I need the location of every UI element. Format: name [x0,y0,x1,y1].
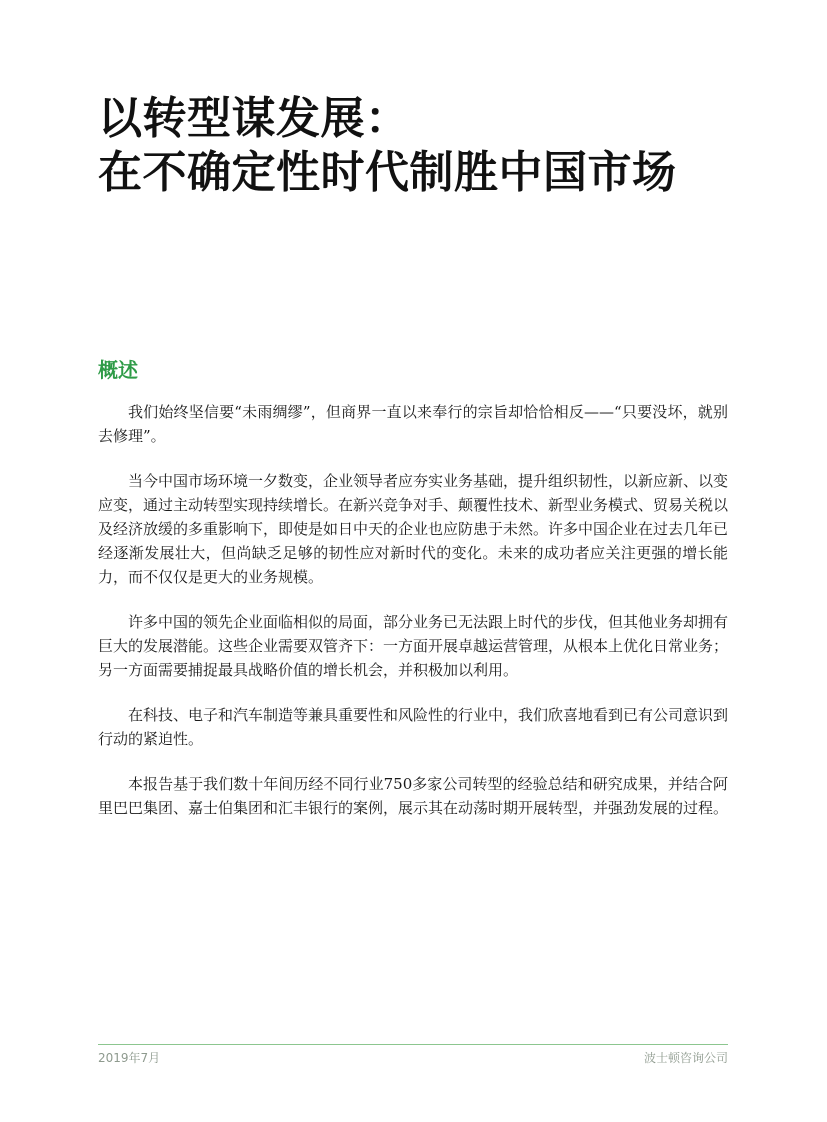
page-title-line-1: 以转型谋发展： [98,93,410,144]
overview-body [98,400,728,841]
page-title [98,92,778,200]
section-heading-overview: 概述 [98,358,138,382]
footer-publisher: 波士顿咨询公司 [643,1051,728,1065]
paragraph-3: 许多中国的领先企业面临相似的局面，部分业务已无法跟上时代的步伐，但其他业务却拥有巨大的发展潜能。这些企业需要双管齐下：一方面开展卓越运营管理，从根本上优化日常业务；另一方面需要捕捉最具战略价值的增长机会，并积极加以利用。 [98,613,729,679]
paragraph-2: 当今中国市场环境一夕数变，企业领导者应夯实业务基础，提升组织韧性，以新应新、以变应变，通过主动转型实现持续增长。在新兴竞争对手、颠覆性技术、新型业务模式、贸易关税以及经济放缓的多重影响下，即使是如日中天的企业也应防患于未然。许多中国企业在过去几年已经逐渐发展壮大，但尚缺乏足够的韧性应对新时代的变化。未来的成功者应关注更强的增长能力，而不仅仅是更大的业务规模。 [98,472,729,586]
paragraph-5: 本报告基于我们数十年间历经不同行业750多家公司转型的经验总结和研究成果，并结合阿里巴巴集团、嘉士伯集团和汇丰银行的案例，展示其在动荡时期开展转型，并强劲发展的过程。 [98,775,729,817]
paragraph-4: 在科技、电子和汽车制造等兼具重要性和风险性的行业中，我们欣喜地看到已有公司意识到行动的紧迫性。 [98,706,729,748]
footer-date: 2019年7月 [98,1051,161,1065]
footer-divider [98,1044,728,1045]
paragraph-1: 我们始终坚信要“未雨绸缪”，但商界一直以来奉行的宗旨却恰恰相反——“只要没坏，就别去修理”。 [98,403,728,445]
page-title-line-2: 在不确定性时代制胜中国市场 [98,147,677,198]
